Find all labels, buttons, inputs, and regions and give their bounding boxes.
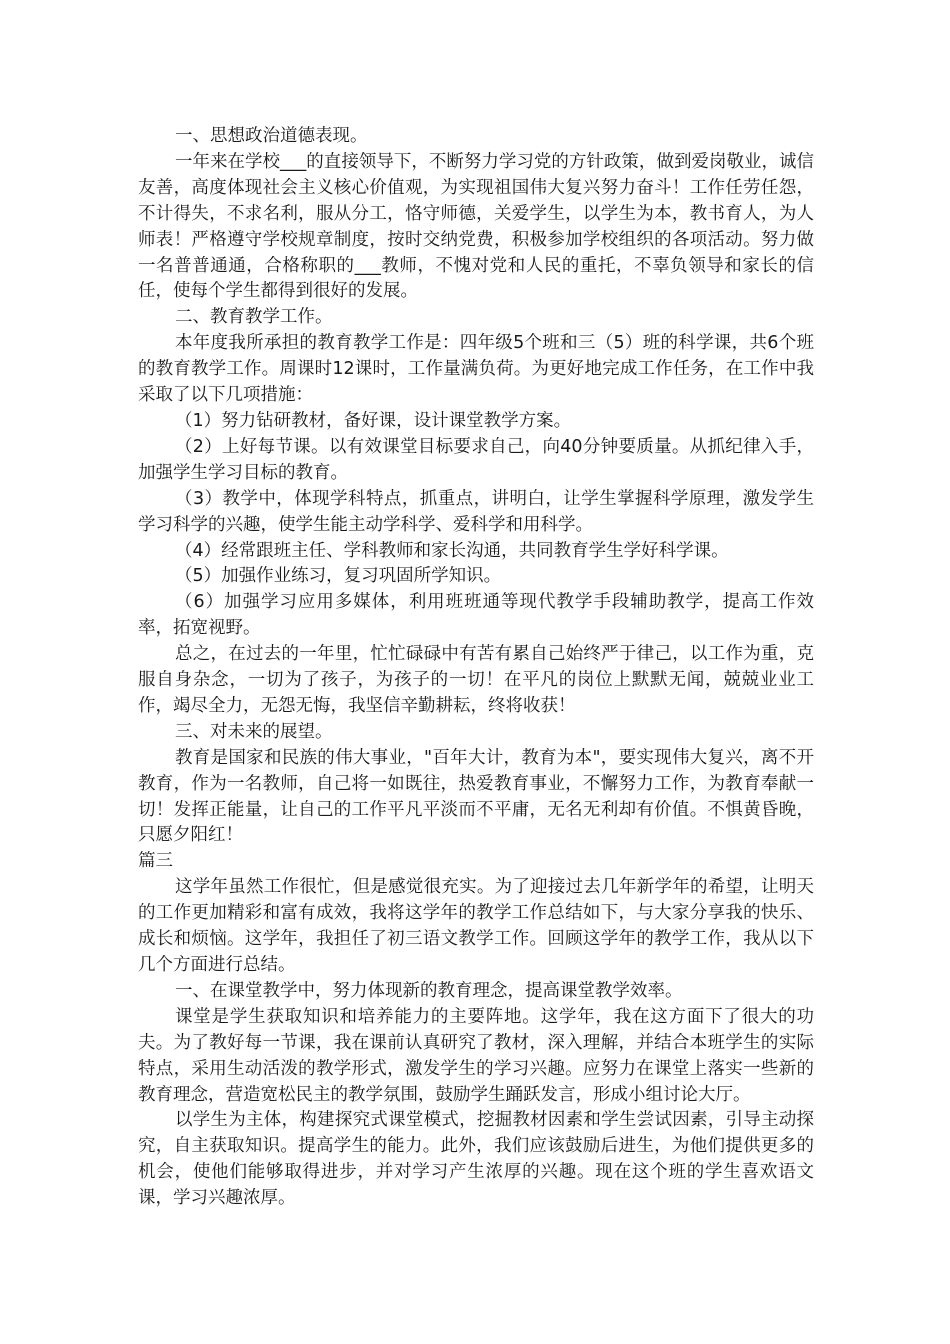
body-paragraph: 教育是国家和民族的伟大事业，"百年大计，教育为本"，要实现伟大复兴，离不开教育，作为一名教师，自己将一如既往，热爱教育事业，不懈努力工作，为教育奉献一切！发挥正能量，让自己的工作平凡平淡而不平庸，无名无利却有价值。不惧黄昏晚，只愿夕阳红！ [138,747,814,846]
body-paragraph: 本年度我所承担的教育教学工作是：四年级5个班和三（5）班的科学课，共6个班的教育教学工作。周课时12课时，工作量满负荷。为更好地完成工作任务，在工作中我采取了以下几项措施： [138,333,814,406]
section-heading: 二、教育教学工作。 [175,307,333,328]
list-item: （3）教学中，体现学科特点，抓重点，讲明白，让学生掌握科学原理，激发学生学习科学的兴趣，使学生能主动学科学、爱科学和用科学。 [138,488,814,535]
section-heading: 一、思想政治道德表现。 [175,126,368,146]
section-heading: 三、对未来的展望。 [175,721,333,742]
body-paragraph: 以学生为主体，构建探究式课堂模式，挖掘教材因素和学生尝试因素，引导主动探究，自主获取知识。提高学生的能力。此外，我们应该鼓励后进生，为他们提供更多的机会，使他们能够取得进步，并对学习产生浓厚的兴趣。现在这个班的学生喜欢语文课，学习兴趣浓厚。 [138,1110,814,1209]
part-label: 篇三 [138,851,173,872]
list-item: （6）加强学习应用多媒体，利用班班通等现代教学手段辅助教学，提高工作效率，拓宽视野。 [138,592,814,639]
body-paragraph: 这学年虽然工作很忙，但是感觉很充实。为了迎接过去几年新学年的希望，让明天的工作更加精彩和富有成效，我将这学年的教学工作总结如下，与大家分享我的快乐、成长和烦恼。这学年，我担任了初三语文教学工作。回顾这学年的教学工作，我从以下几个方面进行总结。 [138,877,814,975]
section-heading: 一、在课堂教学中，努力体现新的教育理念，提高课堂教学效率。 [175,980,683,1001]
list-item: （1）努力钻研教材，备好课，设计课堂教学方案。 [175,410,572,431]
list-item: （4）经常跟班主任、学科教师和家长沟通，共同教育学生学好科学课。 [175,540,729,561]
body-paragraph: 总之，在过去的一年里，忙忙碌碌中有苦有累自己始终严于律己，以工作为重，克服自身杂念，一切为了孩子，为孩子的一切！在平凡的岗位上默默无闻，兢兢业业工作，竭尽全力，无怨无悔，我坚信辛勤耕耘，终将收获！ [138,644,814,716]
body-paragraph: 课堂是学生获取知识和培养能力的主要阵地。这学年，我在这方面下了很大的功夫。为了教好每一节课，我在课前认真研究了教材，深入理解，并结合本班学生的实际特点，采用生动活泼的教学形式，激发学生的学习兴趣。应努力在课堂上落实一些新的教育理念，营造宽松民主的教学氛围，鼓励学生踊跃发言，形成小组讨论大厅。 [138,1006,814,1105]
list-item: （5）加强作业练习，复习巩固所学知识。 [175,566,502,587]
list-item: （2）上好每节课。以有效课堂目标要求自己，向40分钟要质量。从抓纪律入手，加强学生学习目标的教育。 [138,436,814,483]
document-page [138,124,814,1212]
body-paragraph: 一年来在学校___的直接领导下，不断努力学习党的方针政策，做到爱岗敬业，诚信友善，高度体现社会主义核心价值观，为实现祖国伟大复兴努力奋斗！工作任劳任怨，不计得失，不求名利，服从分工，恪守师德，关爱学生，以学生为本，教书育人，为人师表！严格遵守学校规章制度，按时交纳党费，积极参加学校组织的各项活动。努力做一名普普通通，合格称职的___教师，不愧对党和人民的重托，不辜负领导和家长的信任，使每个学生都得到很好的发展。 [138,151,814,302]
